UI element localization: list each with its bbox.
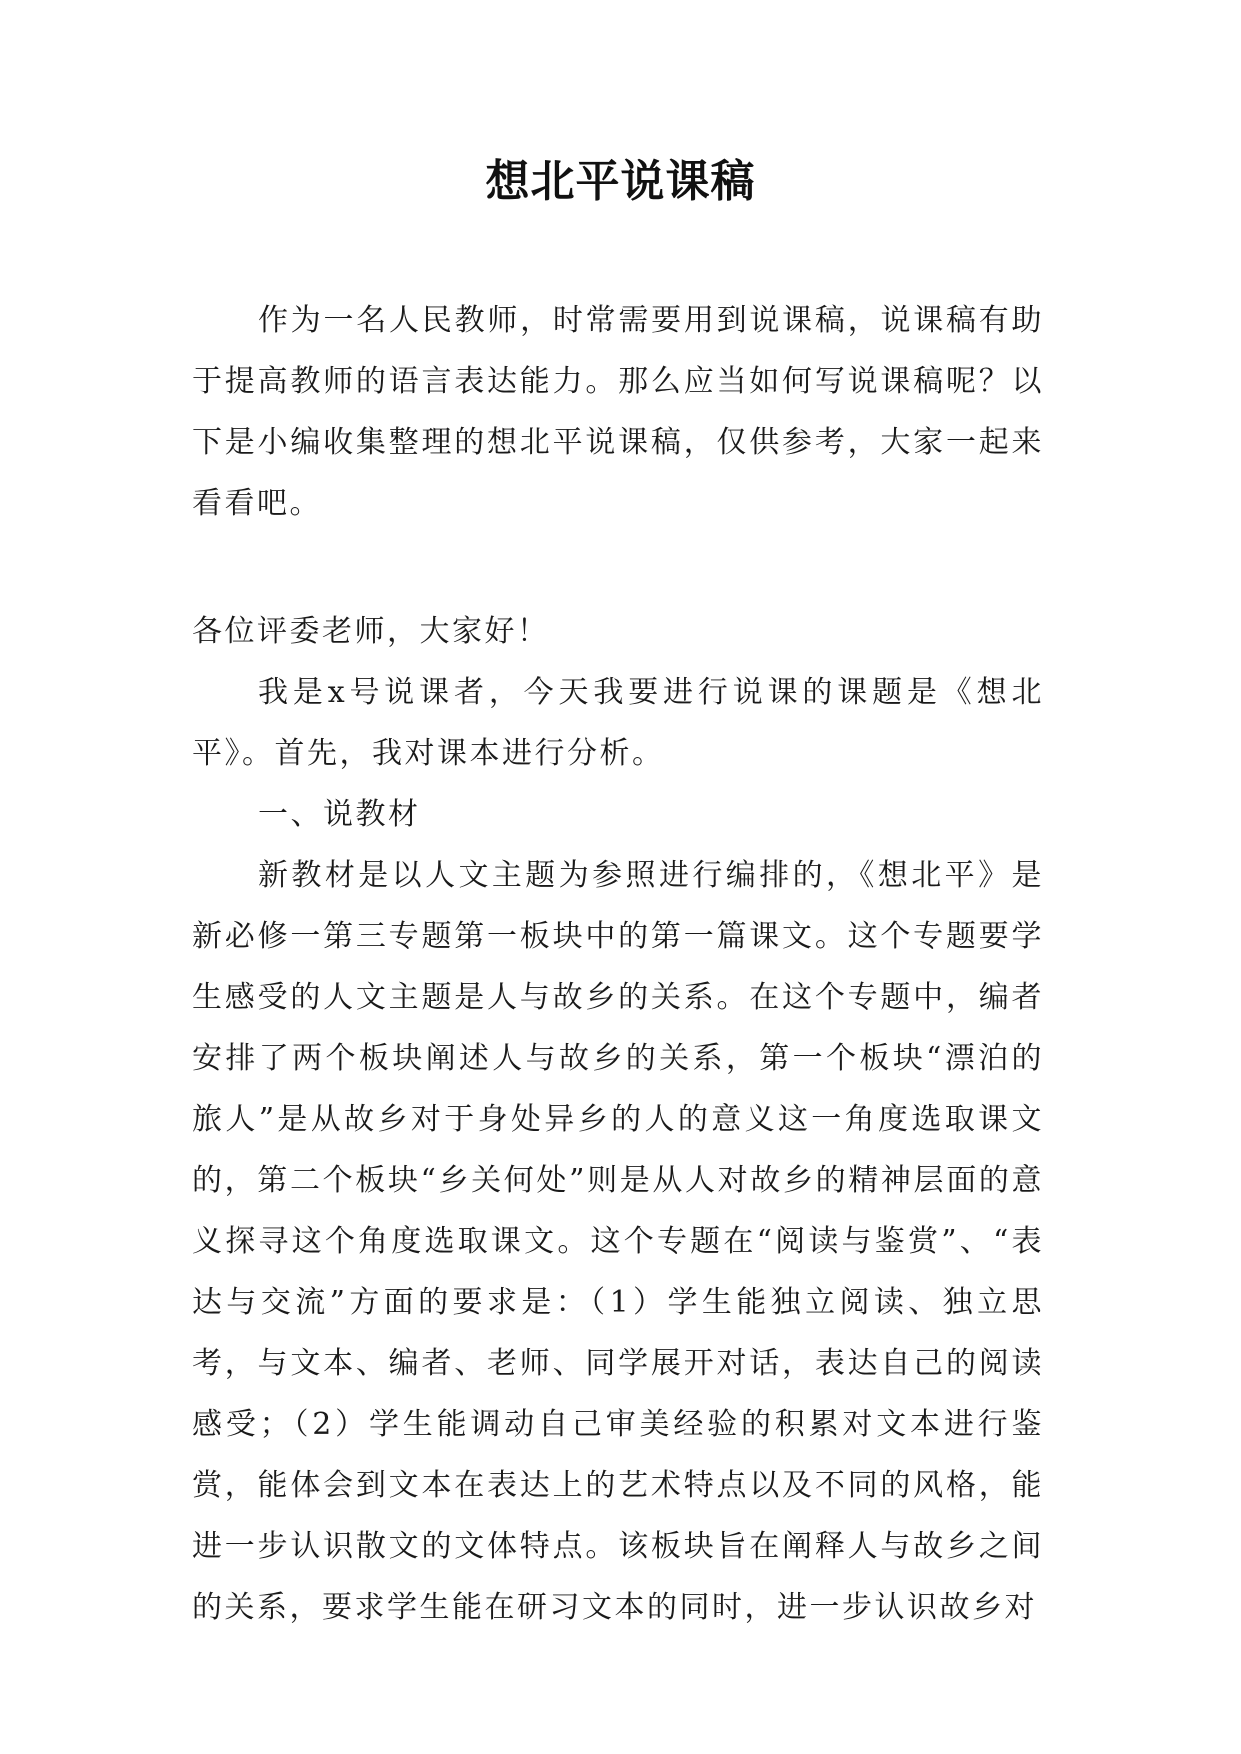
intro-paragraph: 作为一名人民教师，时常需要用到说课稿，说课稿有助于提高教师的语言表达能力。那么应当如何写说课稿呢？以下是小编收集整理的想北平说课稿，仅供参考，大家一起来看看吧。 bbox=[192, 303, 1044, 521]
textbook-analysis-paragraph: 新教材是以人文主题为参照进行编排的，《想北平》是新必修一第三专题第一板块中的第一篇课文。这个专题要学生感受的人文主题是人与故乡的关系。在这个专题中，编者安排了两个板块阐述人与故乡的关系，第一个板块“漂泊的旅人”是从故乡对于身处异乡的人的意义这一角度选取课文的，第二个板块“乡关何处”则是从人对故乡的精神层面的意义探寻这个角度选取课文。这个专题在“阅读与鉴赏”、“表达与交流”方面的要求是：（1）学生能独立阅读、独立思考，与文本、编者、老师、同学展开对话，表达自己的阅读感受；（2）学生能调动自己审美经验的积累对文本进行鉴赏，能体会到文本在表达上的艺术特点以及不同的风格，能进一步认识散文的文体特点。该板块旨在阐释人与故乡之间的关系，要求学生能在研习文本的同时，进一步认识故乡对 bbox=[192, 858, 1044, 1625]
page-title: 想北平说课稿 bbox=[485, 156, 756, 207]
greeting-paragraph: 各位评委老师，大家好！ bbox=[192, 614, 550, 649]
opening-paragraph: 我是x号说课者，今天我要进行说课的课题是《想北平》。首先，我对课本进行分析。 bbox=[192, 675, 1044, 771]
section-heading: 一、说教材 bbox=[258, 797, 421, 832]
document-body bbox=[192, 290, 1044, 1638]
